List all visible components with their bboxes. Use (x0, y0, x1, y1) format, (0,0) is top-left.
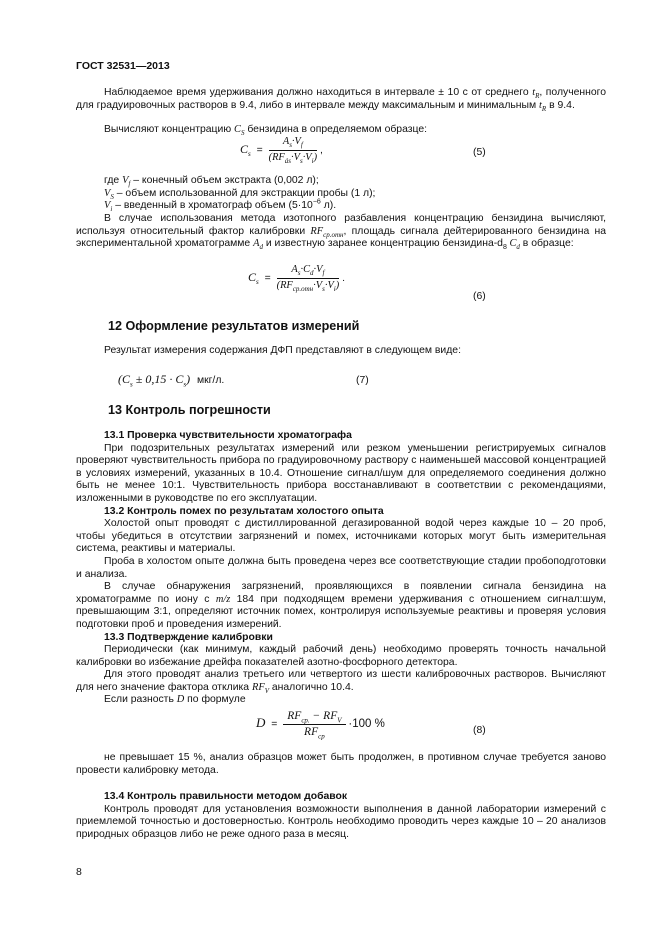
paragraph-sensitivity: При подозрительных результатах измерений или резком уменьшении регистрируемых сигналов проверяют чувствительность прибора по градуировочному раствору с наименьшей массовой концентрацией в условиях измерений, указанных в 10.4. Отношение сигнал/шум для определяемого соединения должно быть не менее 10:1. Чувствительность прибора восстанавливают в соответствии с рекомендациями, изложенными в руководстве по его эксплуатации. (76, 442, 606, 504)
equation-7-number: (7) (356, 375, 369, 386)
paragraph-calibration-check: Периодически (как минимум, каждый рабочий день) необходимо проверять точность начальной калибровки во избежание дрейфа показателей азотно-фосфорного детектора. (76, 644, 606, 668)
equation-6: $C_s$ = $\frac{A_s\cdot C_d\cdot V_f}{(RF_{ср.отн}\cdot V_s\cdot V_i)}$ . (248, 264, 345, 293)
equation-8: D = $\frac{RF_{ср.} - RF_V}{RF_{ср}}$ ·100 % (256, 710, 385, 740)
subsection-13-1 (76, 430, 606, 707)
section-12-heading: 12 Оформление результатов измерений (108, 319, 360, 333)
paragraph-isotope-dilution: В случае использования метода изотопного разбавления концентрацию бензидина вычисляют, используя относительный фактор калибровки $RF_{ср.отн}$, площадь сигнала дейтерированного бензидина на экспериментальной хроматограмме $A_d$ и известную заранее концентрацию бензидина-$d_8$ $C_d$ в образце: (76, 213, 607, 252)
equation-6-number: (6) (473, 291, 486, 302)
equation-8-number: (8) (473, 725, 486, 736)
subsection-13-4 (76, 791, 606, 841)
paragraph-retention-time: Наблюдаемое время удерживания должно находиться в интервале ± 10 с от среднего $t_R$, полученного для градуировочных растворов в 9.4, либо в интервале между максимальным и минимальным $t_R$ в 9.4. (76, 87, 607, 113)
paragraph-difference: Если разность D по формуле (104, 694, 246, 706)
equation-5-number: (5) (473, 147, 486, 158)
section-13-heading: 13 Контроль погрешности (108, 403, 271, 417)
paragraph-blank-test: Холостой опыт проводят с дистиллированной дегазированной водой через каждые 10 – 20 проб, чтобы убедиться в отсутствии загрязнений и помех, источниками которых могут быть измерительная система, реактивы и материалы. (76, 518, 606, 555)
paragraph-response-factor: Для этого проводят анализ третьего или четвертого из шести калибровочных растворов. Вычисляют для него значение фактора отклика $RF_V$ аналогично 10.4. (76, 669, 606, 695)
subsection-13-3-heading: 13.3 Подтверждение калибровки (104, 631, 273, 643)
paragraph-spike-control: Контроль проводят для установления возможности выполнения в данной лаборатории измерений с приемлемой точностью и достоверностью. Контроль необходимо проводить через каждые 10 – 20 анализов природных образцов либо не реже одного раза в месяц. (76, 803, 606, 840)
subsection-13-2-heading: 13.2 Контроль помех по результатам холостого опыта (104, 505, 384, 517)
document-header: ГОСТ 32531—2013 (76, 60, 170, 72)
paragraph-threshold: не превышает 15 %, анализ образцов может быть продолжен, в противном случае требуется заново провести калибровку метода. (76, 752, 606, 776)
subsection-13-1-heading: 13.1 Проверка чувствительности хроматографа (104, 430, 352, 441)
paragraph-blank-stages: Проба в холостом опыте должна быть проведена через все соответствующие стадии пробоподготовки и анализа. (76, 555, 606, 580)
variable-definitions: где $V_f$ – конечный объем экстракта (0,002 л); $V_S$ – объем использованной для экстракции пробы (1 л); $V_i$ – введенный в хроматограф объем ($5\cdot 10^{-6}$ л). (104, 175, 376, 214)
equation-7: $(C_s \pm 0,15 \cdot C_s)$ мкг/л. (118, 372, 225, 389)
paragraph-compute-concentration: Вычисляют концентрацию $C_S$ бензидина в определяемом образце: (104, 124, 428, 138)
subsection-13-4-heading: 13.4 Контроль правильности методом добавок (104, 791, 348, 802)
page-number: 8 (76, 866, 82, 878)
equation-5: $C_s$ = $\frac{A_s\cdot V_f}{(RF_{ás}\cdot V_s\cdot V_i)}$ , (240, 136, 323, 165)
paragraph-result-format: Результат измерения содержания ДФП представляют в следующем виде: (104, 345, 461, 356)
paragraph-contamination: В случае обнаружения загрязнений, проявляющихся в появлении сигнала бензидина на хроматограмме по иону с m/z 184 при подходящем времени удерживания с отношением сигнал:шум, превышающим 3:1, определяют источник помех, контролируя используемые реактивы и проверяя условия подготовки проб и проведения измерений. (76, 581, 606, 630)
